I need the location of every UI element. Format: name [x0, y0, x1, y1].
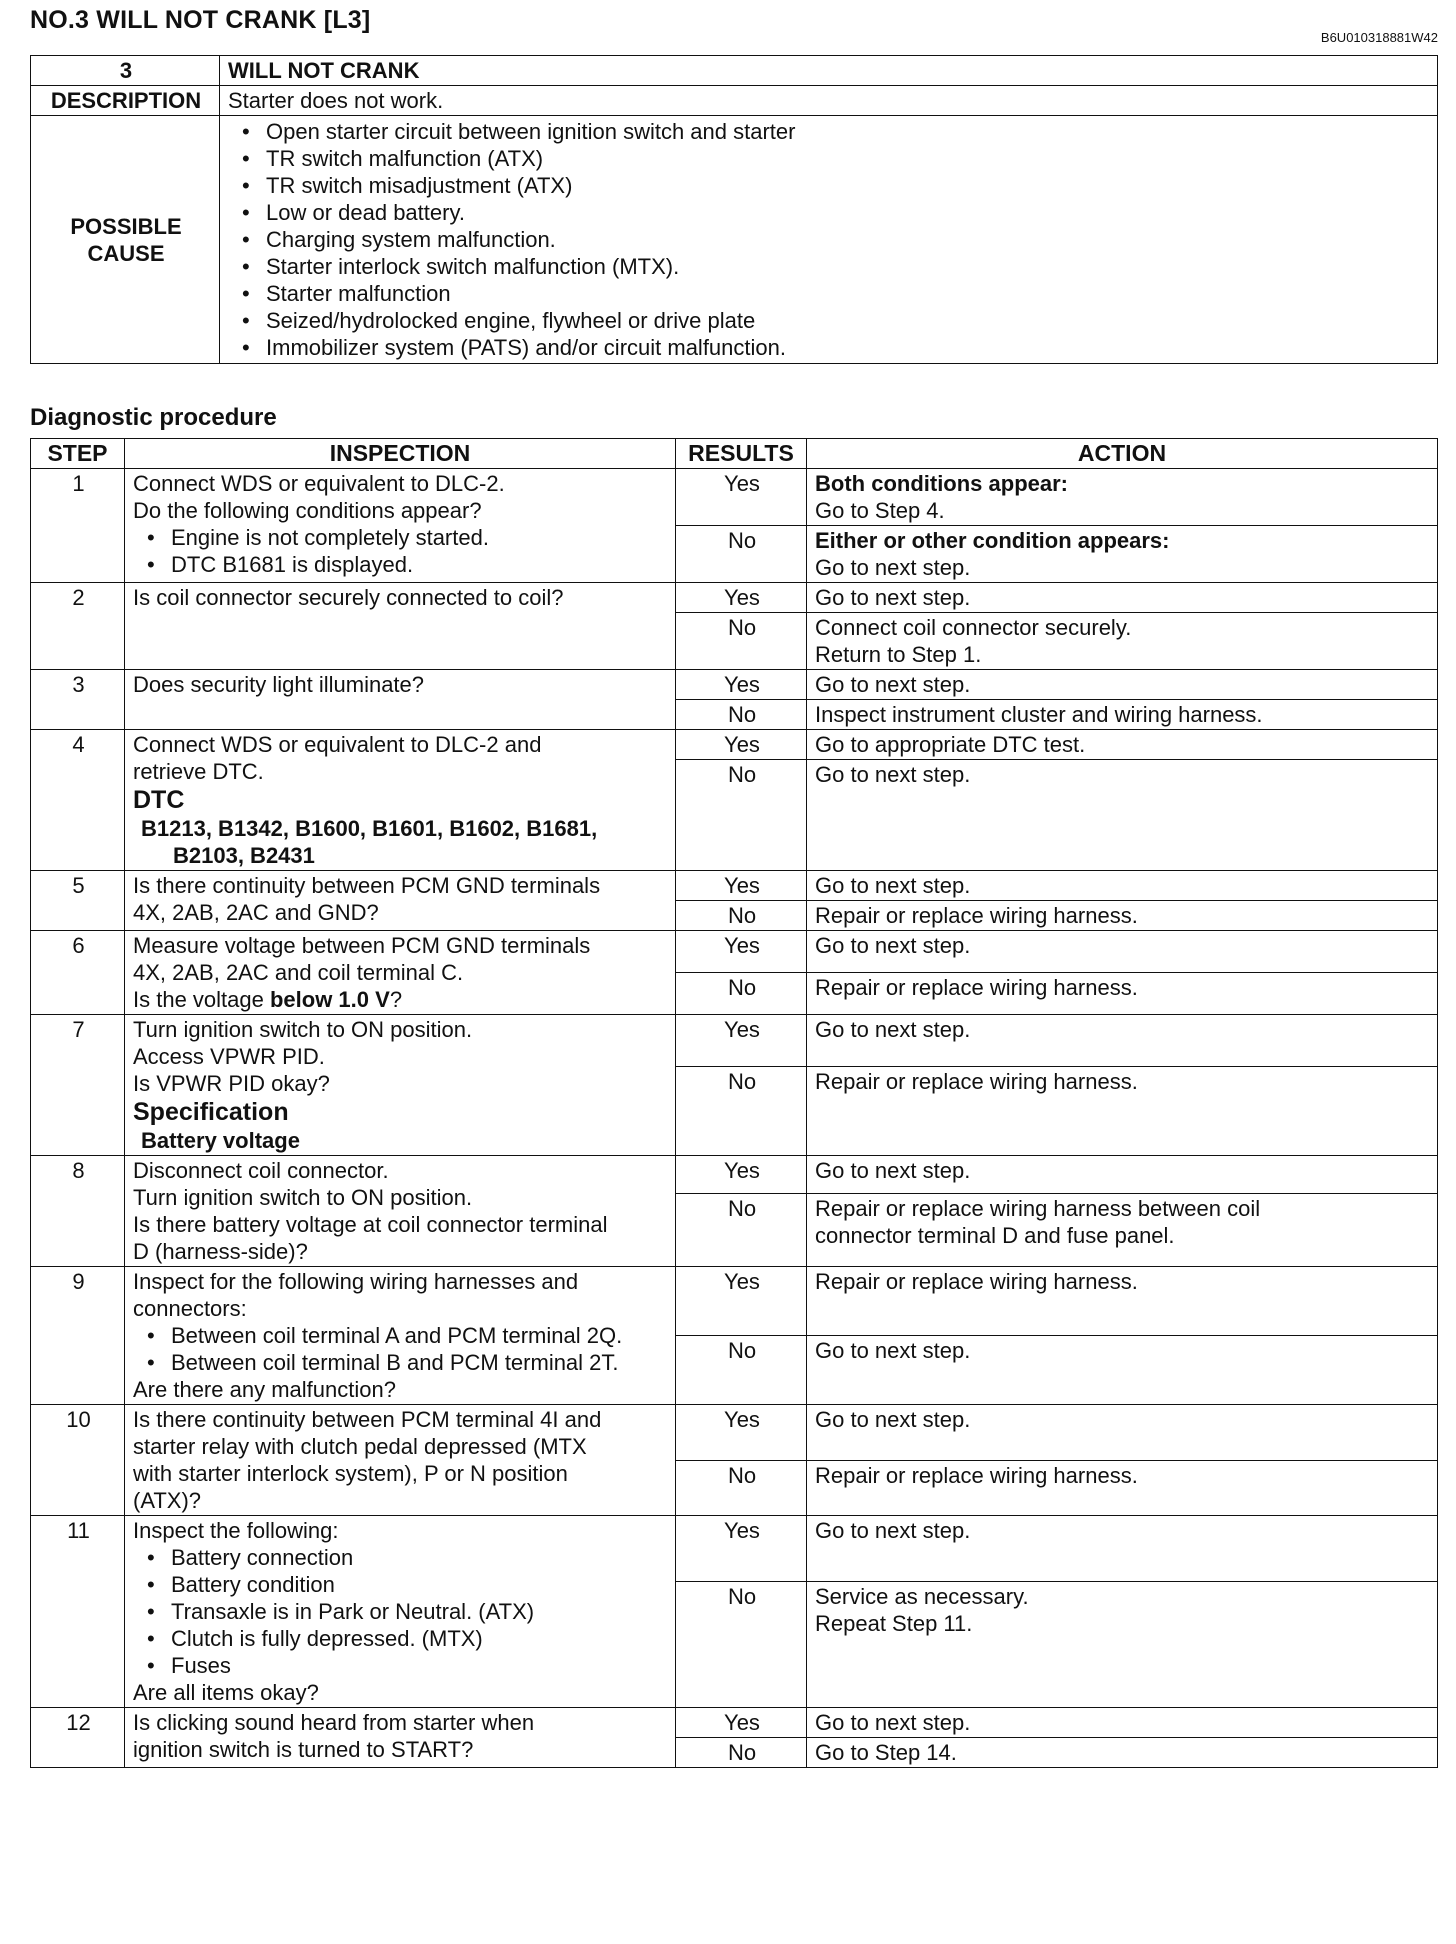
step-number: 9: [31, 1267, 125, 1405]
possible-cause-row: [31, 116, 1438, 364]
table-header-row: [31, 439, 1438, 469]
step-number: 5: [31, 871, 125, 931]
inspection-line: Connect WDS or equivalent to DLC-2.: [133, 471, 505, 496]
result-no: No: [676, 526, 807, 583]
result-no: No: [676, 973, 807, 1015]
result-yes: Yes: [676, 1708, 807, 1738]
symptom-summary-table: [30, 55, 1438, 364]
result-no: No: [676, 613, 807, 670]
step-number: 10: [31, 1405, 125, 1516]
inspection-line: Inspect the following:: [133, 1518, 339, 1543]
result-yes: Yes: [676, 469, 807, 526]
table-row: [31, 1516, 1438, 1582]
action-text: Repair or replace wiring harness.: [807, 1067, 1438, 1156]
list-item: • Seized/hydrolocked engine, flywheel or drive plate: [266, 307, 1431, 334]
action-text: Repair or replace wiring harness.: [807, 1267, 1438, 1336]
result-yes: Yes: [676, 1267, 807, 1336]
list-item: • Open starter circuit between ignition switch and starter: [266, 118, 1431, 145]
inspection-cell: [125, 871, 676, 931]
question-mark: ?: [389, 987, 403, 1012]
action-cell: [807, 526, 1438, 583]
dtc-heading: DTC: [133, 786, 185, 814]
inspection-cell: [125, 1405, 676, 1516]
action-text: Service as necessary.: [815, 1584, 1029, 1610]
list-item: • Clutch is fully depressed. (MTX): [171, 1625, 669, 1652]
result-yes: Yes: [676, 871, 807, 901]
summary-header-row: [31, 56, 1438, 86]
list-item: • Battery connection: [171, 1544, 669, 1571]
inspection-cell: [125, 1015, 676, 1156]
result-no: No: [676, 1336, 807, 1405]
result-yes: Yes: [676, 931, 807, 973]
action-cell: [807, 469, 1438, 526]
result-yes: Yes: [676, 1015, 807, 1067]
result-no: No: [676, 1460, 807, 1516]
result-no: No: [676, 700, 807, 730]
table-row: [31, 931, 1438, 973]
symptom-name: WILL NOT CRANK: [220, 56, 1438, 86]
table-row: [31, 1015, 1438, 1067]
list-item: • Low or dead battery.: [266, 199, 1431, 226]
list-item: • DTC B1681 is displayed.: [171, 551, 669, 578]
inspection-text: Does security light illuminate?: [125, 670, 676, 730]
inspection-cell: [125, 469, 676, 583]
inspection-cell: [125, 1156, 676, 1267]
list-item: • Starter malfunction: [266, 280, 1431, 307]
page-title: NO.3 WILL NOT CRANK [L3]: [30, 6, 371, 34]
table-row: [31, 1708, 1438, 1738]
symptom-number: 3: [31, 56, 220, 86]
action-text: Go to next step.: [807, 931, 1438, 973]
step-number: 1: [31, 469, 125, 583]
action-text: Go to next step.: [807, 871, 1438, 901]
action-heading: Both conditions appear:: [815, 471, 1068, 496]
inspection-cell: [125, 1267, 676, 1405]
procedure-title: Diagnostic procedure: [30, 404, 277, 431]
inspection-line: connectors:: [133, 1296, 247, 1321]
step-number: 11: [31, 1516, 125, 1708]
action-text: Repeat Step 11.: [815, 1611, 973, 1637]
table-row: [31, 469, 1438, 526]
result-yes: Yes: [676, 1405, 807, 1461]
action-text: Go to next step.: [807, 583, 1438, 613]
possible-cause-list: [228, 118, 1431, 361]
action-text: Go to next step.: [807, 670, 1438, 700]
step-number: 6: [31, 931, 125, 1015]
list-item: • Charging system malfunction.: [266, 226, 1431, 253]
result-no: No: [676, 1067, 807, 1156]
result-no: No: [676, 901, 807, 931]
step-number: 12: [31, 1708, 125, 1768]
inspection-line: D (harness-side)?: [133, 1239, 308, 1264]
column-header-inspection: INSPECTION: [125, 439, 676, 469]
action-text: Connect coil connector securely.: [815, 615, 1132, 640]
result-yes: Yes: [676, 670, 807, 700]
list-item: • Fuses: [171, 1652, 669, 1679]
action-text: Repair or replace wiring harness.: [807, 901, 1438, 931]
inspection-line: starter relay with clutch pedal depressed (MTX: [133, 1434, 587, 1459]
inspection-text: Is coil connector securely connected to coil?: [125, 583, 676, 670]
action-text: Inspect instrument cluster and wiring harness.: [807, 700, 1438, 730]
inspection-question: Are there any malfunction?: [133, 1377, 396, 1402]
dtc-codes: B2103, B2431: [173, 843, 315, 868]
list-item: • Immobilizer system (PATS) and/or circuit malfunction.: [266, 334, 1431, 361]
action-cell: [807, 1194, 1438, 1267]
inspection-cell: [125, 730, 676, 871]
inspection-question: Are all items okay?: [133, 1680, 319, 1705]
inspection-cell: [125, 1708, 676, 1768]
inspection-line: Disconnect coil connector.: [133, 1158, 389, 1183]
result-no: No: [676, 1194, 807, 1267]
result-no: No: [676, 1738, 807, 1768]
description-row: [31, 86, 1438, 116]
result-yes: Yes: [676, 583, 807, 613]
inspection-line: Do the following conditions appear?: [133, 498, 482, 523]
action-cell: [807, 613, 1438, 670]
result-no: No: [676, 760, 807, 871]
list-item: • Between coil terminal A and PCM terminal 2Q.: [171, 1322, 649, 1349]
document-id: B6U010318881W42: [1320, 30, 1438, 45]
action-heading: Either or other condition appears:: [815, 528, 1170, 553]
table-row: [31, 1405, 1438, 1461]
inspection-line: retrieve DTC.: [133, 759, 264, 784]
specification-heading: Specification: [133, 1098, 289, 1126]
list-item: • Engine is not completely started.: [171, 524, 669, 551]
description-label: DESCRIPTION: [31, 86, 220, 116]
list-item: • Starter interlock switch malfunction (MTX).: [266, 253, 1431, 280]
description-text: Starter does not work.: [220, 86, 1438, 116]
inspection-question: [133, 986, 669, 1013]
inspection-item-list: [133, 1544, 669, 1679]
inspection-line: with starter interlock system), P or N position: [133, 1461, 568, 1486]
inspection-line: (ATX)?: [133, 1488, 202, 1513]
possible-cause-label: POSSIBLE CAUSE: [31, 116, 220, 364]
column-header-results: RESULTS: [676, 439, 807, 469]
condition-list: [133, 524, 669, 578]
list-item: • Battery condition: [171, 1571, 669, 1598]
list-item: • TR switch misadjustment (ATX): [266, 172, 1431, 199]
possible-cause-list-cell: [220, 116, 1438, 364]
action-text: Go to Step 14.: [807, 1738, 1438, 1768]
inspection-line: Is there battery voltage at coil connector terminal: [133, 1212, 608, 1237]
step-number: 7: [31, 1015, 125, 1156]
list-item: • TR switch malfunction (ATX): [266, 145, 1431, 172]
inspection-line: Turn ignition switch to ON position.: [133, 1185, 473, 1210]
result-yes: Yes: [676, 730, 807, 760]
inspection-line: 4X, 2AB, 2AC and GND?: [133, 900, 379, 925]
table-row: [31, 583, 1438, 613]
inspection-line: ignition switch is turned to START?: [133, 1737, 474, 1762]
action-text: Go to appropriate DTC test.: [807, 730, 1438, 760]
list-item: • Between coil terminal B and PCM terminal 2T.: [171, 1349, 649, 1376]
dtc-codes: B1213, B1342, B1600, B1601, B1602, B1681,: [141, 816, 598, 841]
inspection-line: Is there continuity between PCM terminal 4I and: [133, 1407, 602, 1432]
action-text: Go to next step.: [807, 1015, 1438, 1067]
action-text: Return to Step 1.: [815, 642, 982, 667]
inspection-line: Measure voltage between PCM GND terminals: [133, 933, 591, 958]
result-no: No: [676, 1582, 807, 1708]
inspection-cell: [125, 931, 676, 1015]
action-text: Go to next step.: [807, 760, 1438, 871]
step-number: 8: [31, 1156, 125, 1267]
inspection-line: Connect WDS or equivalent to DLC-2 and: [133, 732, 542, 757]
action-text: Go to next step.: [807, 1336, 1438, 1405]
inspection-line: Access VPWR PID.: [133, 1044, 325, 1069]
voltage-threshold: below 1.0 V: [269, 987, 390, 1012]
table-row: [31, 871, 1438, 901]
table-row: [31, 730, 1438, 760]
question-text: Is the voltage: [133, 987, 270, 1012]
step-number: 4: [31, 730, 125, 871]
inspection-line: Turn ignition switch to ON position.: [133, 1017, 473, 1042]
inspection-line: 4X, 2AB, 2AC and coil terminal C.: [133, 960, 464, 985]
action-cell: [807, 1582, 1438, 1708]
diagnostic-procedure-table: [30, 438, 1438, 1768]
action-text: Go to next step.: [807, 1156, 1438, 1194]
inspection-line: Is VPWR PID okay?: [133, 1071, 330, 1096]
action-text: connector terminal D and fuse panel.: [815, 1223, 1175, 1249]
action-text: Go to next step.: [807, 1405, 1438, 1461]
harness-list: [133, 1322, 669, 1376]
list-item: • Transaxle is in Park or Neutral. (ATX): [171, 1598, 669, 1625]
inspection-line: Inspect for the following wiring harnesses and: [133, 1269, 579, 1294]
table-row: [31, 1267, 1438, 1336]
action-text: Go to next step.: [807, 1708, 1438, 1738]
step-number: 2: [31, 583, 125, 670]
inspection-cell: [125, 1516, 676, 1708]
step-number: 3: [31, 670, 125, 730]
table-row: [31, 1156, 1438, 1194]
action-text: Repair or replace wiring harness.: [807, 1460, 1438, 1516]
action-text: Repair or replace wiring harness between coil: [815, 1196, 1261, 1222]
action-text: Go to next step.: [815, 555, 971, 580]
column-header-step: STEP: [31, 439, 125, 469]
action-text: Go to Step 4.: [815, 498, 945, 523]
column-header-action: ACTION: [807, 439, 1438, 469]
result-yes: Yes: [676, 1156, 807, 1194]
table-row: [31, 670, 1438, 700]
inspection-line: Is clicking sound heard from starter when: [133, 1710, 535, 1735]
specification-value: Battery voltage: [141, 1128, 300, 1153]
action-text: Go to next step.: [807, 1516, 1438, 1582]
inspection-line: Is there continuity between PCM GND terminals: [133, 873, 601, 898]
action-text: Repair or replace wiring harness.: [807, 973, 1438, 1015]
result-yes: Yes: [676, 1516, 807, 1582]
